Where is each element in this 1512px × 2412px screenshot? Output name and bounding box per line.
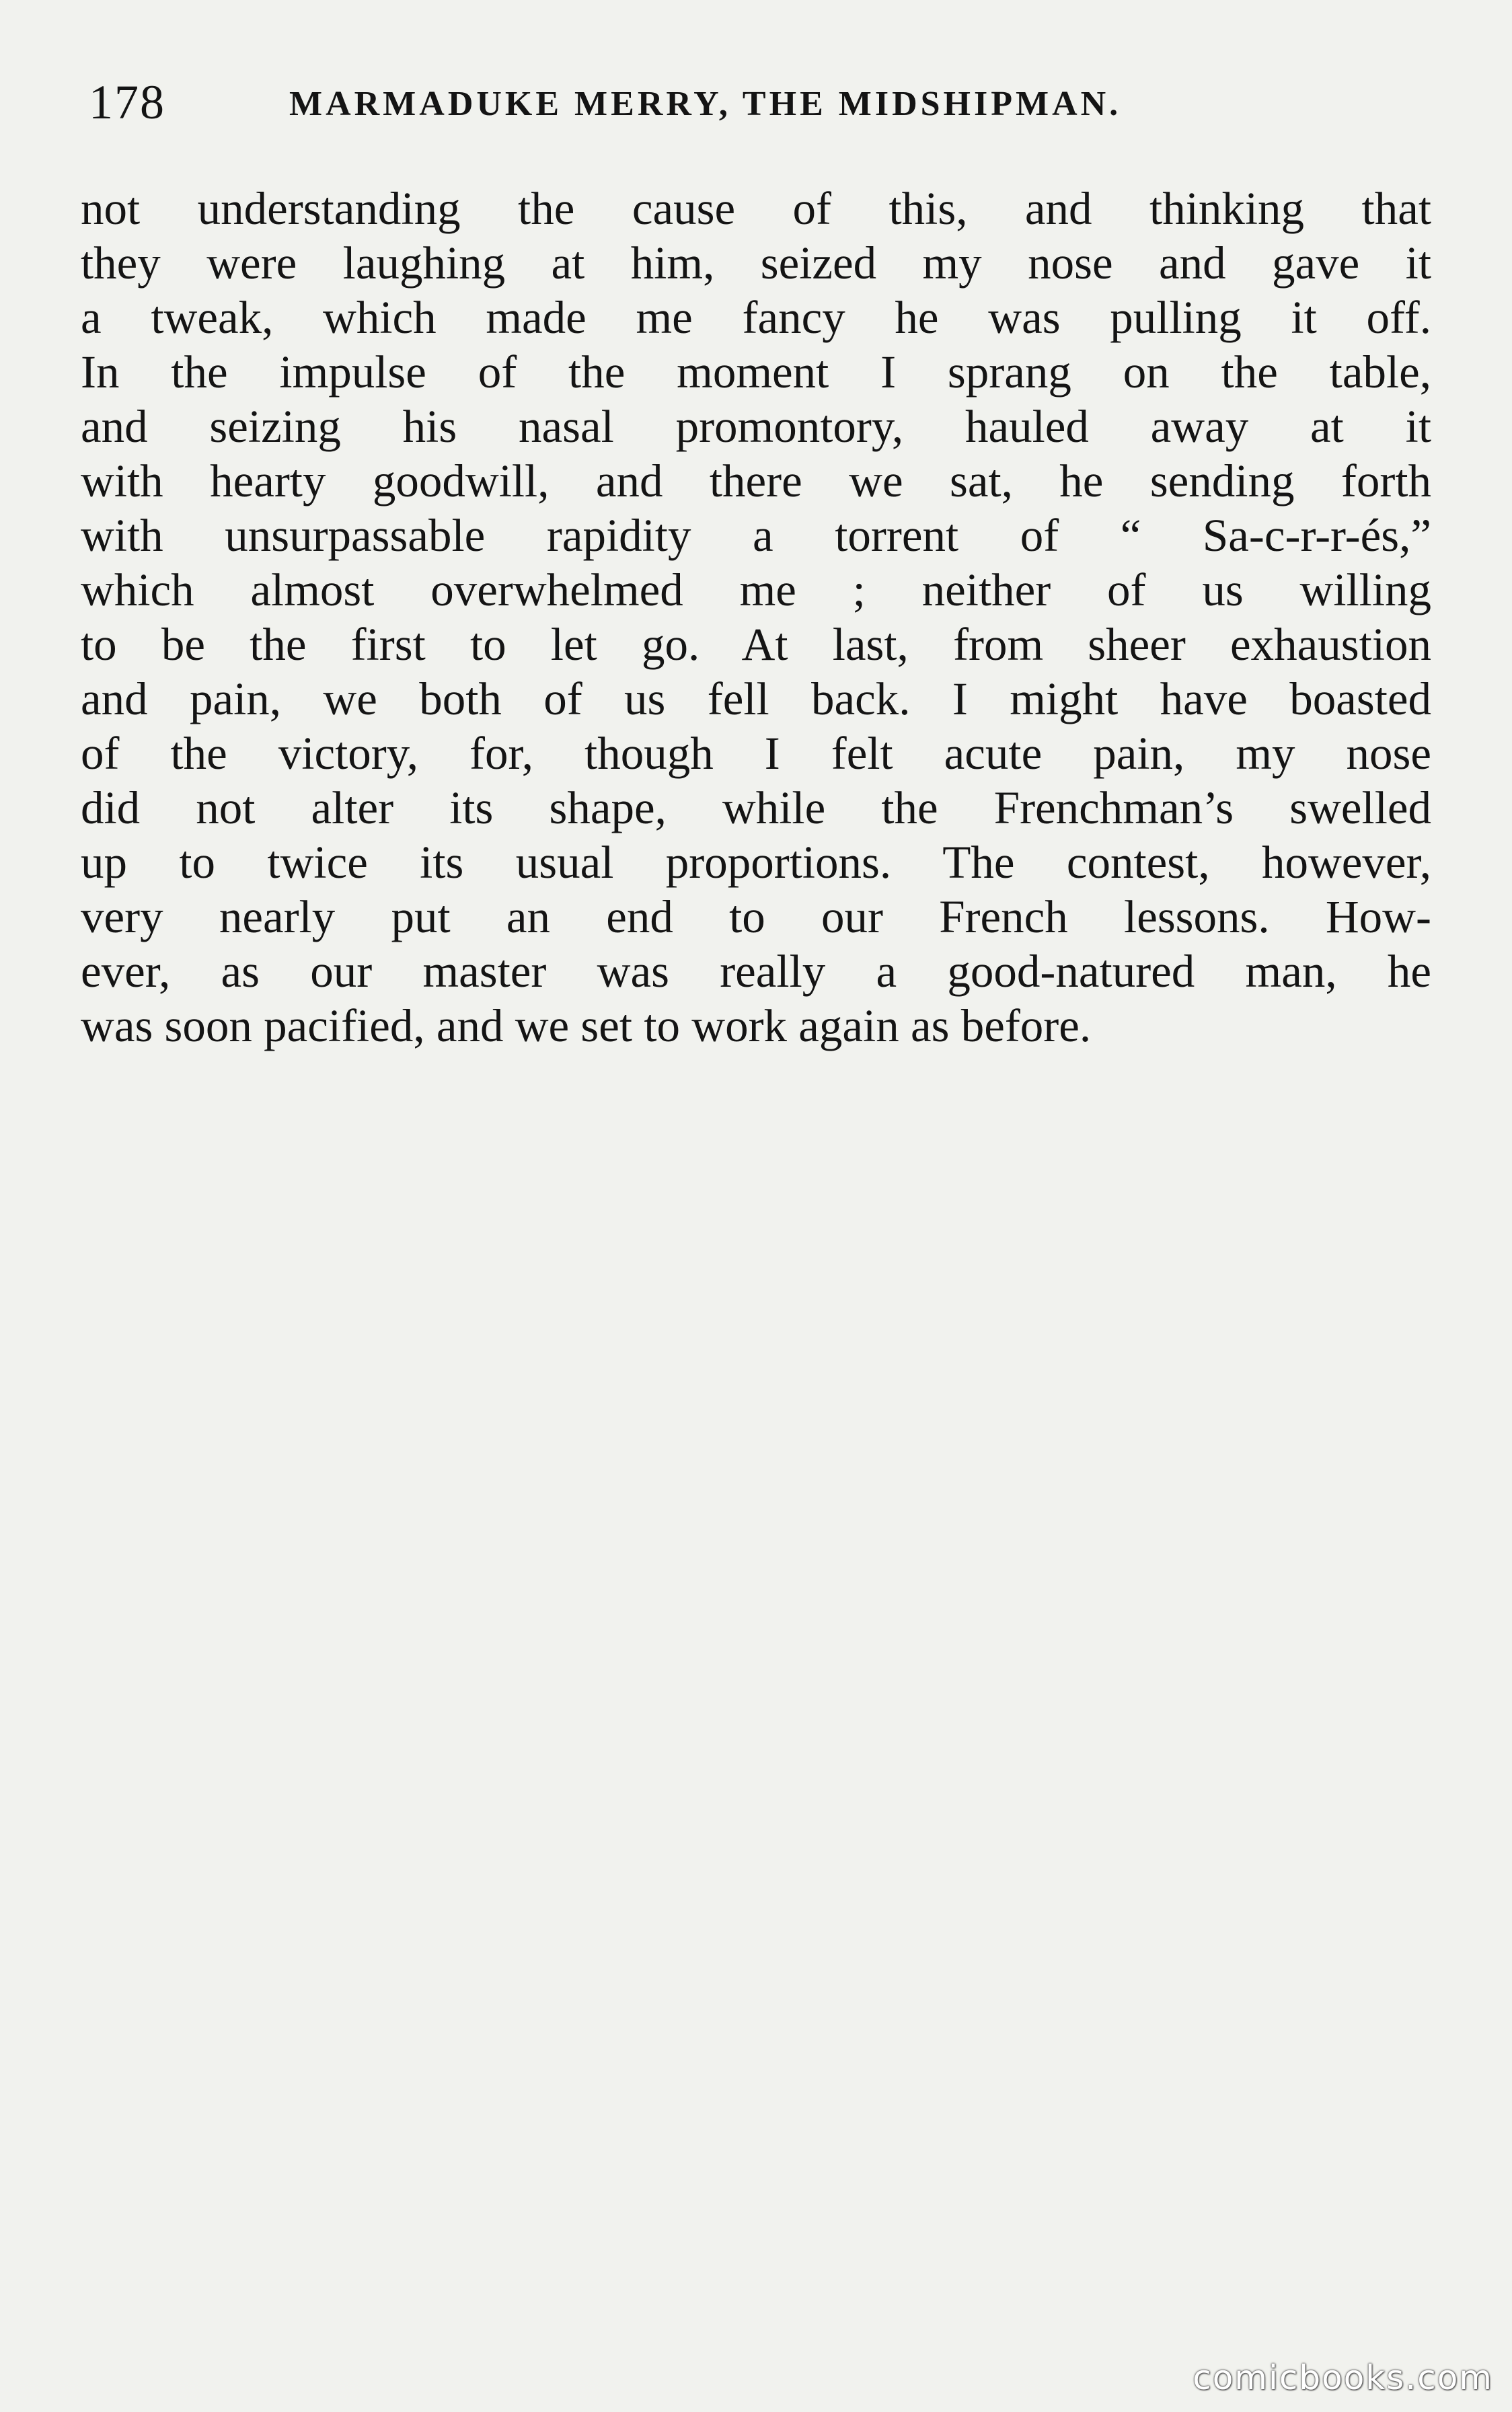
page-number: 178 xyxy=(89,75,165,129)
text-line: ever, as our master was really a good-natured man, he xyxy=(81,946,1431,997)
text-line: a tweak, which made me fancy he was pulling it off. xyxy=(81,292,1431,343)
text-line: with hearty goodwill, and there we sat, he sending forth xyxy=(81,455,1431,506)
text-line: was soon pacified, and we set to work again as before. xyxy=(81,1000,1092,1051)
text-line: of the victory, for, though I felt acute pain, my nose xyxy=(81,728,1431,779)
running-head xyxy=(89,75,1427,129)
text-line: very nearly put an end to our French lessons. How- xyxy=(81,891,1431,942)
text-line: did not alter its shape, while the Frenchman’s swelled xyxy=(81,782,1431,833)
text-line: up to twice its usual proportions. The contest, however, xyxy=(81,837,1431,888)
text-line: to be the first to let go. At last, from sheer exhaustion xyxy=(81,619,1431,670)
body-paragraph xyxy=(81,182,1431,1053)
text-line: and seizing his nasal promontory, hauled away at it xyxy=(81,401,1431,452)
running-title: MARMADUKE MERRY, THE MIDSHIPMAN. xyxy=(289,85,1122,123)
text-line: In the impulse of the moment I sprang on the table, xyxy=(81,346,1431,398)
text-line: with unsurpassable rapidity a torrent of “ Sa-c-r-r-és,” xyxy=(81,510,1431,561)
text-line: they were laughing at him, seized my nose and gave it xyxy=(81,237,1431,289)
watermark: comicbooks.com xyxy=(1193,2358,1493,2397)
text-line: not understanding the cause of this, and thinking that xyxy=(81,183,1431,234)
text-line: and pain, we both of us fell back. I might have boasted xyxy=(81,673,1431,724)
text-line: which almost overwhelmed me ; neither of us willing xyxy=(81,564,1431,615)
